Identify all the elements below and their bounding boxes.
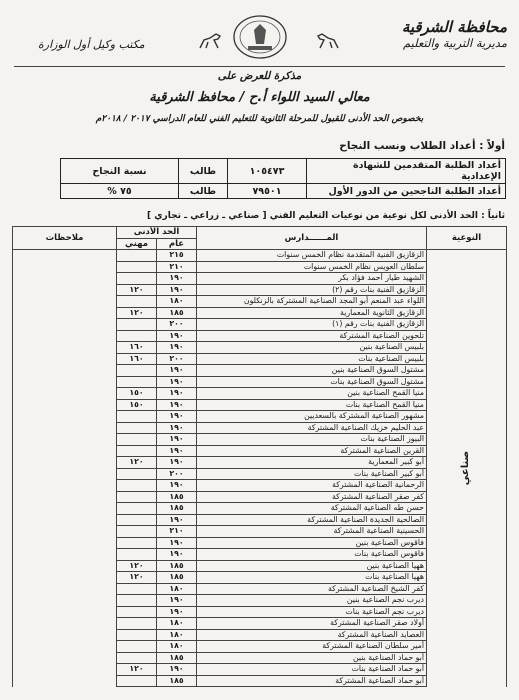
- general-min: ١٩٠: [157, 365, 197, 377]
- school-name: فاقوس الصناعية بنين: [197, 537, 427, 549]
- vocational-min: [117, 491, 157, 503]
- school-name: أبو حماد الصناعية المشتركة: [197, 675, 427, 687]
- general-min: ١٨٥: [157, 560, 197, 572]
- school-name: الزقازيق الفنية المتقدمة نظام الخمس سنوات: [197, 250, 427, 262]
- vocational-min: ١٥٠: [117, 399, 157, 411]
- vocational-min: [117, 606, 157, 618]
- table-body: [13, 250, 507, 687]
- vocational-min: [117, 675, 157, 687]
- general-min: ١٨٠: [157, 583, 197, 595]
- school-name: كفر صقر الصناعية المشتركة: [197, 491, 427, 503]
- school-name: بلبيس الصناعية بنين: [197, 342, 427, 354]
- stats-value: ١٠٥٤٧٣: [228, 159, 307, 184]
- vocational-min: [117, 652, 157, 664]
- col-min-header: الحد الأدنى: [117, 227, 197, 239]
- general-min: ٢١٠: [157, 526, 197, 538]
- general-min: ٢١٥: [157, 250, 197, 262]
- general-min: ١٩٠: [157, 606, 197, 618]
- vocational-min: [117, 629, 157, 641]
- vocational-min: ١٦٠: [117, 353, 157, 365]
- stats-value: ٧٩٥٠١: [228, 184, 307, 199]
- school-name: أبو حماد الصناعية بنات: [197, 664, 427, 676]
- general-min: ١٩٠: [157, 399, 197, 411]
- general-min: ١٩٠: [157, 434, 197, 446]
- pass-rate-value: ٧٥ %: [61, 184, 179, 199]
- general-min: ١٩٠: [157, 330, 197, 342]
- school-name: منيا القمح الصناعية بنين: [197, 388, 427, 400]
- vocational-min: ١٢٠: [117, 560, 157, 572]
- general-min: ١٩٠: [157, 595, 197, 607]
- col-type-header: النوعية: [427, 227, 507, 250]
- general-min: ١٩٠: [157, 457, 197, 469]
- general-min: ١٩٠: [157, 342, 197, 354]
- school-name: ديرب نجم الصناعية بنات: [197, 606, 427, 618]
- vocational-min: ١٢٠: [117, 572, 157, 584]
- vocational-min: [117, 261, 157, 273]
- vocational-min: [117, 549, 157, 561]
- school-name: مشتول السوق الصناعية بنين: [197, 365, 427, 377]
- section2-heading: ثانياً : الحد الأدنى لكل نوعية من نوعيات التعليم الفني [ صناعي ـ زراعي ـ تجاري ]: [147, 211, 505, 221]
- vocational-min: [117, 434, 157, 446]
- vocational-min: [117, 376, 157, 388]
- col-school-header: المــــــدارس: [197, 227, 427, 250]
- notes-cell: [13, 250, 117, 687]
- school-name: تلحوين الصناعية المشتركة: [197, 330, 427, 342]
- general-min: ١٨٠: [157, 641, 197, 653]
- horse-emblem-left-icon: [196, 30, 226, 52]
- general-min: ١٨٥: [157, 572, 197, 584]
- min-scores-table: [12, 226, 507, 687]
- school-name: عبد الحليم خزيك الصناعية المشتركة: [197, 422, 427, 434]
- school-name: مشتول السوق الصناعية بنات: [197, 376, 427, 388]
- stats-label: أعداد الطلبة الناجحين من الدور الأول: [307, 184, 506, 199]
- general-min: ٢٠٠: [157, 319, 197, 331]
- vocational-min: [117, 250, 157, 262]
- school-name: أبو كبير الصناعية بنات: [197, 468, 427, 480]
- school-name: بلبيس الصناعية بنات: [197, 353, 427, 365]
- vocational-min: [117, 365, 157, 377]
- school-name: فاقوس الصناعية بنات: [197, 549, 427, 561]
- directorate-name: مديرية التربية والتعليم: [403, 36, 507, 50]
- general-min: ١٨٥: [157, 491, 197, 503]
- school-name: القرين الصناعية المشتركة: [197, 445, 427, 457]
- vocational-min: [117, 330, 157, 342]
- vocational-min: ١٦٠: [117, 342, 157, 354]
- school-name: كفر الشيخ الصناعية المشتركة: [197, 583, 427, 595]
- vocational-min: [117, 583, 157, 595]
- school-name: مشهور الصناعية المشتركة بالسعديين: [197, 411, 427, 423]
- students-stats-table: [60, 158, 506, 199]
- type-cell: [427, 250, 507, 687]
- general-min: ١٩٠: [157, 422, 197, 434]
- vocational-min: ١٢٠: [117, 457, 157, 469]
- general-min: ١٩٠: [157, 549, 197, 561]
- col-general-header: عام: [157, 238, 197, 250]
- general-min: ١٩٠: [157, 664, 197, 676]
- vocational-min: ١٢٠: [117, 664, 157, 676]
- school-name: الصالحية الجديدة الصناعية المشتركة: [197, 514, 427, 526]
- school-name: أبو حماد الصناعية بنين: [197, 652, 427, 664]
- table-row: [13, 250, 507, 262]
- vocational-min: [117, 468, 157, 480]
- school-name: ههيا الصناعية بنات: [197, 572, 427, 584]
- vocational-min: [117, 445, 157, 457]
- vocational-min: [117, 480, 157, 492]
- memo-recipient: معالي السيد اللواء أ.ح / محافظ الشرقية: [149, 90, 370, 105]
- general-min: ١٩٠: [157, 445, 197, 457]
- vocational-min: ١٢٠: [117, 284, 157, 296]
- school-name: الزقازيق الثانوية المعمارية: [197, 307, 427, 319]
- general-min: ١٨٠: [157, 296, 197, 308]
- school-name: الحسينية الصناعية المشتركة: [197, 526, 427, 538]
- vocational-min: [117, 422, 157, 434]
- stats-unit: طالب: [179, 159, 228, 184]
- school-name: الرحمانية الصناعية المشتركة: [197, 480, 427, 492]
- school-name: ديرب نجم الصناعية بنين: [197, 595, 427, 607]
- school-name: سلطان العويس نظام الخمس سنوات: [197, 261, 427, 273]
- general-min: ١٩٠: [157, 376, 197, 388]
- general-min: ١٨٥: [157, 503, 197, 515]
- vocational-min: [117, 503, 157, 515]
- vocational-min: [117, 537, 157, 549]
- vocational-min: ١٢٠: [117, 307, 157, 319]
- vocational-min: [117, 526, 157, 538]
- governorate-name: محافظة الشرقية: [401, 18, 507, 36]
- header-divider: [14, 66, 505, 67]
- table-header-row: [13, 227, 507, 239]
- general-min: ١٩٠: [157, 514, 197, 526]
- general-min: ١٨٥: [157, 652, 197, 664]
- vocational-min: [117, 319, 157, 331]
- school-name: منيا القمح الصناعية بنات: [197, 399, 427, 411]
- col-notes-header: ملاحظات: [13, 227, 117, 250]
- memo-title: مذكرة للعرض على: [217, 70, 302, 82]
- school-name: ههيا الصناعية بنين: [197, 560, 427, 572]
- school-name: أبو كبير المعمارية: [197, 457, 427, 469]
- pass-rate-label: نسبة النجاح: [61, 159, 179, 184]
- emblem-seal-icon: [232, 14, 288, 60]
- vocational-min: [117, 411, 157, 423]
- vocational-min: [117, 595, 157, 607]
- vocational-min: [117, 641, 157, 653]
- general-min: ١٨٥: [157, 675, 197, 687]
- horse-emblem-right-icon: [312, 30, 342, 52]
- type-label: صناعي: [460, 451, 472, 486]
- vocational-min: [117, 296, 157, 308]
- deputy-office-label: مكتب وكيل أول الوزارة: [38, 38, 145, 51]
- general-min: ١٨٠: [157, 629, 197, 641]
- stats-row: [61, 159, 506, 184]
- stats-unit: طالب: [179, 184, 228, 199]
- general-min: ٢١٠: [157, 261, 197, 273]
- general-min: ١٩٠: [157, 480, 197, 492]
- directorate-header: [402, 18, 507, 50]
- general-min: ١٩٠: [157, 388, 197, 400]
- school-name: البيوز الصناعية بنات: [197, 434, 427, 446]
- general-min: ١٩٠: [157, 284, 197, 296]
- school-name: الزقازيق الفنية بنات رقم (٢): [197, 284, 427, 296]
- school-name: أمير سلطان الصناعية المشتركة: [197, 641, 427, 653]
- vocational-min: ١٥٠: [117, 388, 157, 400]
- vocational-min: [117, 618, 157, 630]
- general-min: ٢٠٠: [157, 468, 197, 480]
- school-name: الشهيد طيار أحمد فؤاد بكر: [197, 273, 427, 285]
- stats-label: أعداد الطلبة المتقدمين للشهادة الإعدادية: [307, 159, 506, 184]
- general-min: ١٨٠: [157, 618, 197, 630]
- general-min: ١٩٠: [157, 411, 197, 423]
- stats-row: [61, 184, 506, 199]
- general-min: ٢٠٠: [157, 353, 197, 365]
- general-min: ١٩٠: [157, 537, 197, 549]
- general-min: ١٩٠: [157, 273, 197, 285]
- general-min: ١٨٥: [157, 307, 197, 319]
- school-name: حسن طه الصناعية المشتركة: [197, 503, 427, 515]
- school-name: اللواء عبد المنعم أبو المجد الصناعية المشتركة بالزنكلون: [197, 296, 427, 308]
- school-name: الزقازيق الفنية بنات رقم (١): [197, 319, 427, 331]
- school-name: أولاد صقر الصناعية المشتركة: [197, 618, 427, 630]
- vocational-min: [117, 273, 157, 285]
- col-vocational-header: مهني: [117, 238, 157, 250]
- section1-heading: أولاً : أعداد الطلاب ونسب النجاح: [339, 140, 505, 152]
- school-name: العصايد الصناعية المشتركة: [197, 629, 427, 641]
- vocational-min: [117, 514, 157, 526]
- memo-subject: بخصوص الحد الأدنى للقبول للمرحلة الثانوية للتعليم الفني للعام الدراسي ٢٠١٧ / ٢٠١٨م: [95, 114, 424, 124]
